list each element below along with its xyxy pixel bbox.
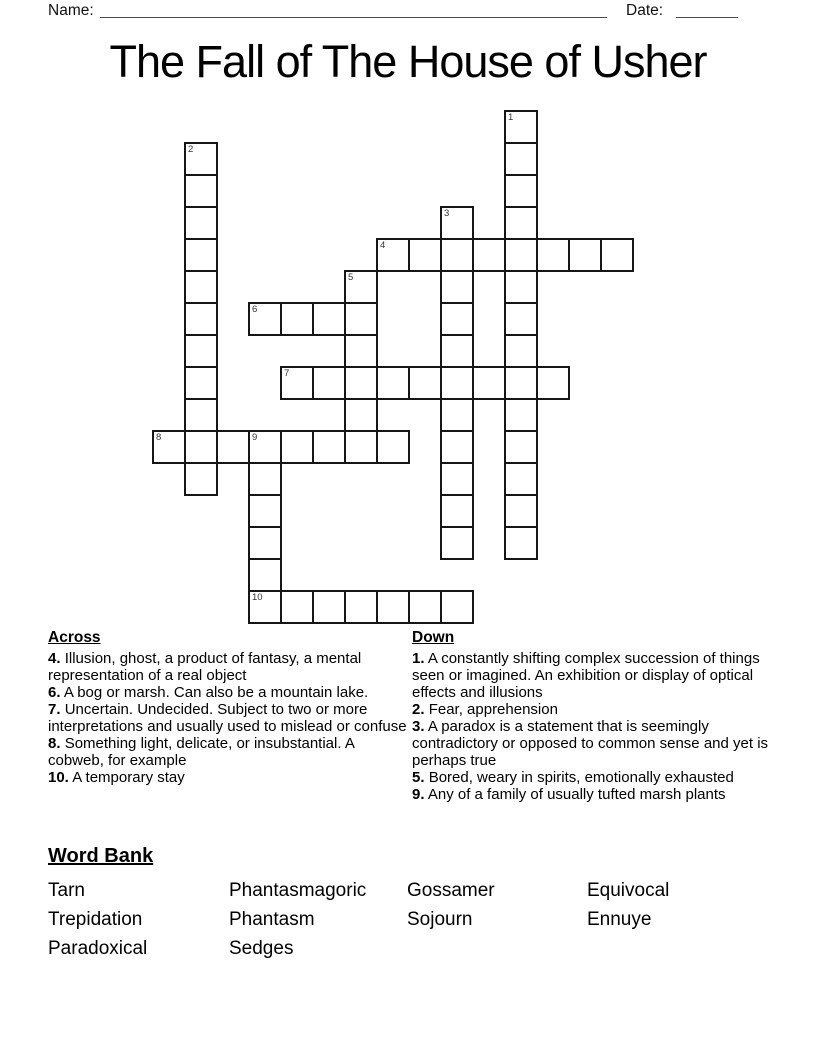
- grid-cell[interactable]: [504, 174, 538, 208]
- clue-text: Illusion, ghost, a product of fantasy, a mental representation of a real object: [48, 650, 362, 684]
- word-bank-word: Phantasm: [229, 909, 315, 930]
- word-bank-word: Paradoxical: [48, 938, 148, 959]
- grid-cell[interactable]: [536, 366, 570, 400]
- grid-cell[interactable]: [344, 334, 378, 368]
- grid-cell[interactable]: [408, 238, 442, 272]
- grid-cell[interactable]: [504, 430, 538, 464]
- grid-cell[interactable]: [440, 334, 474, 368]
- clue-down-2: [412, 701, 770, 718]
- grid-cell[interactable]: [248, 462, 282, 496]
- down-clues: [412, 629, 770, 803]
- clue-number: 4.: [48, 650, 61, 667]
- grid-cell[interactable]: [504, 398, 538, 432]
- page-title: The Fall of The House of Usher: [109, 36, 707, 87]
- grid-cell[interactable]: [504, 334, 538, 368]
- word-bank-word: Equivocal: [587, 880, 670, 901]
- clue-across-6: [48, 684, 412, 701]
- grid-cell[interactable]: [184, 302, 218, 336]
- grid-cell[interactable]: [344, 430, 378, 464]
- grid-cell[interactable]: [440, 270, 474, 304]
- clue-down-3: [412, 718, 770, 769]
- grid-cell[interactable]: [440, 206, 474, 240]
- clue-text: Uncertain. Undecided. Subject to two or more interpretations and usually used to mislead or confuse: [48, 701, 407, 735]
- grid-cell[interactable]: [184, 238, 218, 272]
- clue-number: 9.: [412, 786, 425, 803]
- clue-text: Any of a family of usually tufted marsh plants: [427, 786, 726, 803]
- grid-cell[interactable]: [504, 206, 538, 240]
- grid-cell[interactable]: [248, 590, 282, 624]
- grid-cell[interactable]: [504, 526, 538, 560]
- grid-cell[interactable]: [152, 430, 186, 464]
- clue-text: A temporary stay: [72, 769, 185, 786]
- word-bank-word: Trepidation: [48, 909, 143, 930]
- grid-cell[interactable]: [376, 590, 410, 624]
- name-input-line[interactable]: [100, 2, 607, 18]
- clue-number: 1.: [412, 650, 425, 667]
- across-clues: [48, 629, 412, 803]
- cell-number: 2: [188, 144, 194, 155]
- clue-across-10: [48, 769, 412, 786]
- clue-number: 10.: [48, 769, 69, 786]
- clue-down-9: [412, 786, 770, 803]
- grid-cell[interactable]: [408, 366, 442, 400]
- grid-cell[interactable]: [440, 430, 474, 464]
- word-bank-word: Phantasmagoric: [229, 880, 367, 901]
- grid-cell[interactable]: [312, 366, 346, 400]
- grid-cell[interactable]: [440, 590, 474, 624]
- grid-cell[interactable]: [184, 334, 218, 368]
- grid-cell[interactable]: [248, 558, 282, 592]
- grid-cell[interactable]: [472, 238, 506, 272]
- clue-text: A constantly shifting complex succession of things seen or imagined. An exhibition or display of optical effects and illusions: [412, 650, 760, 701]
- grid-cell[interactable]: [504, 270, 538, 304]
- grid-cell[interactable]: [440, 302, 474, 336]
- clue-text: A paradox is a statement that is seemingly contradictory or opposed to common sense and yet is perhaps true: [412, 718, 769, 769]
- cell-number: 1: [508, 112, 514, 123]
- clue-number: 5.: [412, 769, 425, 786]
- grid-cell[interactable]: [280, 366, 314, 400]
- grid-cell[interactable]: [504, 462, 538, 496]
- grid-cell[interactable]: [312, 430, 346, 464]
- grid-cell[interactable]: [536, 238, 570, 272]
- grid-cell[interactable]: [376, 238, 410, 272]
- grid-cell[interactable]: [184, 430, 218, 464]
- grid-cell[interactable]: [248, 494, 282, 528]
- date-input-line[interactable]: [676, 2, 738, 18]
- grid-cell[interactable]: [344, 366, 378, 400]
- cell-number: 5: [348, 272, 354, 283]
- grid-cell[interactable]: [440, 238, 474, 272]
- grid-cell[interactable]: [184, 366, 218, 400]
- grid-cell[interactable]: [440, 462, 474, 496]
- grid-cell[interactable]: [312, 302, 346, 336]
- grid-cell[interactable]: [440, 366, 474, 400]
- grid-cell[interactable]: [184, 206, 218, 240]
- grid-cell[interactable]: [312, 590, 346, 624]
- grid-cell[interactable]: [440, 526, 474, 560]
- word-bank-grid: [48, 876, 770, 963]
- clue-number: 2.: [412, 701, 425, 718]
- cell-number: 7: [284, 368, 290, 379]
- clue-down-5: [412, 769, 770, 786]
- clue-text: A bog or marsh. Can also be a mountain lake.: [63, 684, 369, 701]
- grid-cell[interactable]: [376, 366, 410, 400]
- grid-cell[interactable]: [344, 270, 378, 304]
- clue-down-1: [412, 650, 770, 701]
- grid-cell[interactable]: [248, 302, 282, 336]
- grid-cell[interactable]: [600, 238, 634, 272]
- grid-cell[interactable]: [184, 398, 218, 432]
- grid-cell[interactable]: [280, 590, 314, 624]
- grid-cell[interactable]: [248, 430, 282, 464]
- cell-number: 8: [156, 432, 162, 443]
- grid-cell[interactable]: [248, 526, 282, 560]
- grid-cell[interactable]: [184, 462, 218, 496]
- clue-text: Fear, apprehension: [428, 701, 558, 718]
- name-label: Name:: [48, 2, 94, 19]
- clue-across-4: [48, 650, 412, 684]
- grid-cell[interactable]: [504, 366, 538, 400]
- cell-number: 3: [444, 208, 450, 219]
- word-bank-word: Sojourn: [407, 909, 473, 930]
- grid-cell[interactable]: [504, 142, 538, 176]
- date-label: Date:: [626, 2, 664, 19]
- clue-number: 7.: [48, 701, 61, 718]
- word-bank-heading: Word Bank: [48, 845, 154, 867]
- grid-cell[interactable]: [408, 590, 442, 624]
- grid-cell[interactable]: [344, 398, 378, 432]
- down-heading: Down: [412, 629, 455, 646]
- cell-number: 9: [252, 432, 258, 443]
- clue-number: 6.: [48, 684, 61, 701]
- grid-cell[interactable]: [472, 366, 506, 400]
- grid-cell[interactable]: [504, 302, 538, 336]
- grid-cell[interactable]: [344, 590, 378, 624]
- word-bank-word: Ennuye: [587, 909, 652, 930]
- grid-cell[interactable]: [568, 238, 602, 272]
- grid-cell[interactable]: [440, 494, 474, 528]
- cell-number: 6: [252, 304, 258, 315]
- grid-cell[interactable]: [184, 142, 218, 176]
- word-bank-word: Gossamer: [407, 880, 495, 901]
- cell-number: 10: [252, 592, 263, 603]
- word-bank-word: Sedges: [229, 938, 294, 959]
- grid-cell[interactable]: [280, 430, 314, 464]
- word-bank-section: [48, 844, 770, 963]
- clue-number: 8.: [48, 735, 61, 752]
- clue-text: Bored, weary in spirits, emotionally exhausted: [428, 769, 734, 786]
- cell-number: 4: [380, 240, 386, 251]
- grid-cell[interactable]: [280, 302, 314, 336]
- clue-across-8: [48, 735, 412, 769]
- clue-text: Something light, delicate, or insubstantial. A cobweb, for example: [48, 735, 355, 769]
- grid-cell[interactable]: [504, 494, 538, 528]
- grid-cell[interactable]: [184, 270, 218, 304]
- word-bank-word: Tarn: [48, 880, 85, 901]
- grid-cell[interactable]: [344, 302, 378, 336]
- across-heading: Across: [48, 629, 101, 646]
- grid-cell[interactable]: [504, 238, 538, 272]
- grid-cell[interactable]: [184, 174, 218, 208]
- clue-number: 3.: [412, 718, 425, 735]
- grid-cell[interactable]: [440, 398, 474, 432]
- crossword-grid: [152, 110, 634, 624]
- grid-cell[interactable]: [504, 110, 538, 144]
- clue-across-7: [48, 701, 412, 735]
- grid-cell[interactable]: [376, 430, 410, 464]
- clues-section: [48, 629, 770, 803]
- grid-cell[interactable]: [216, 430, 250, 464]
